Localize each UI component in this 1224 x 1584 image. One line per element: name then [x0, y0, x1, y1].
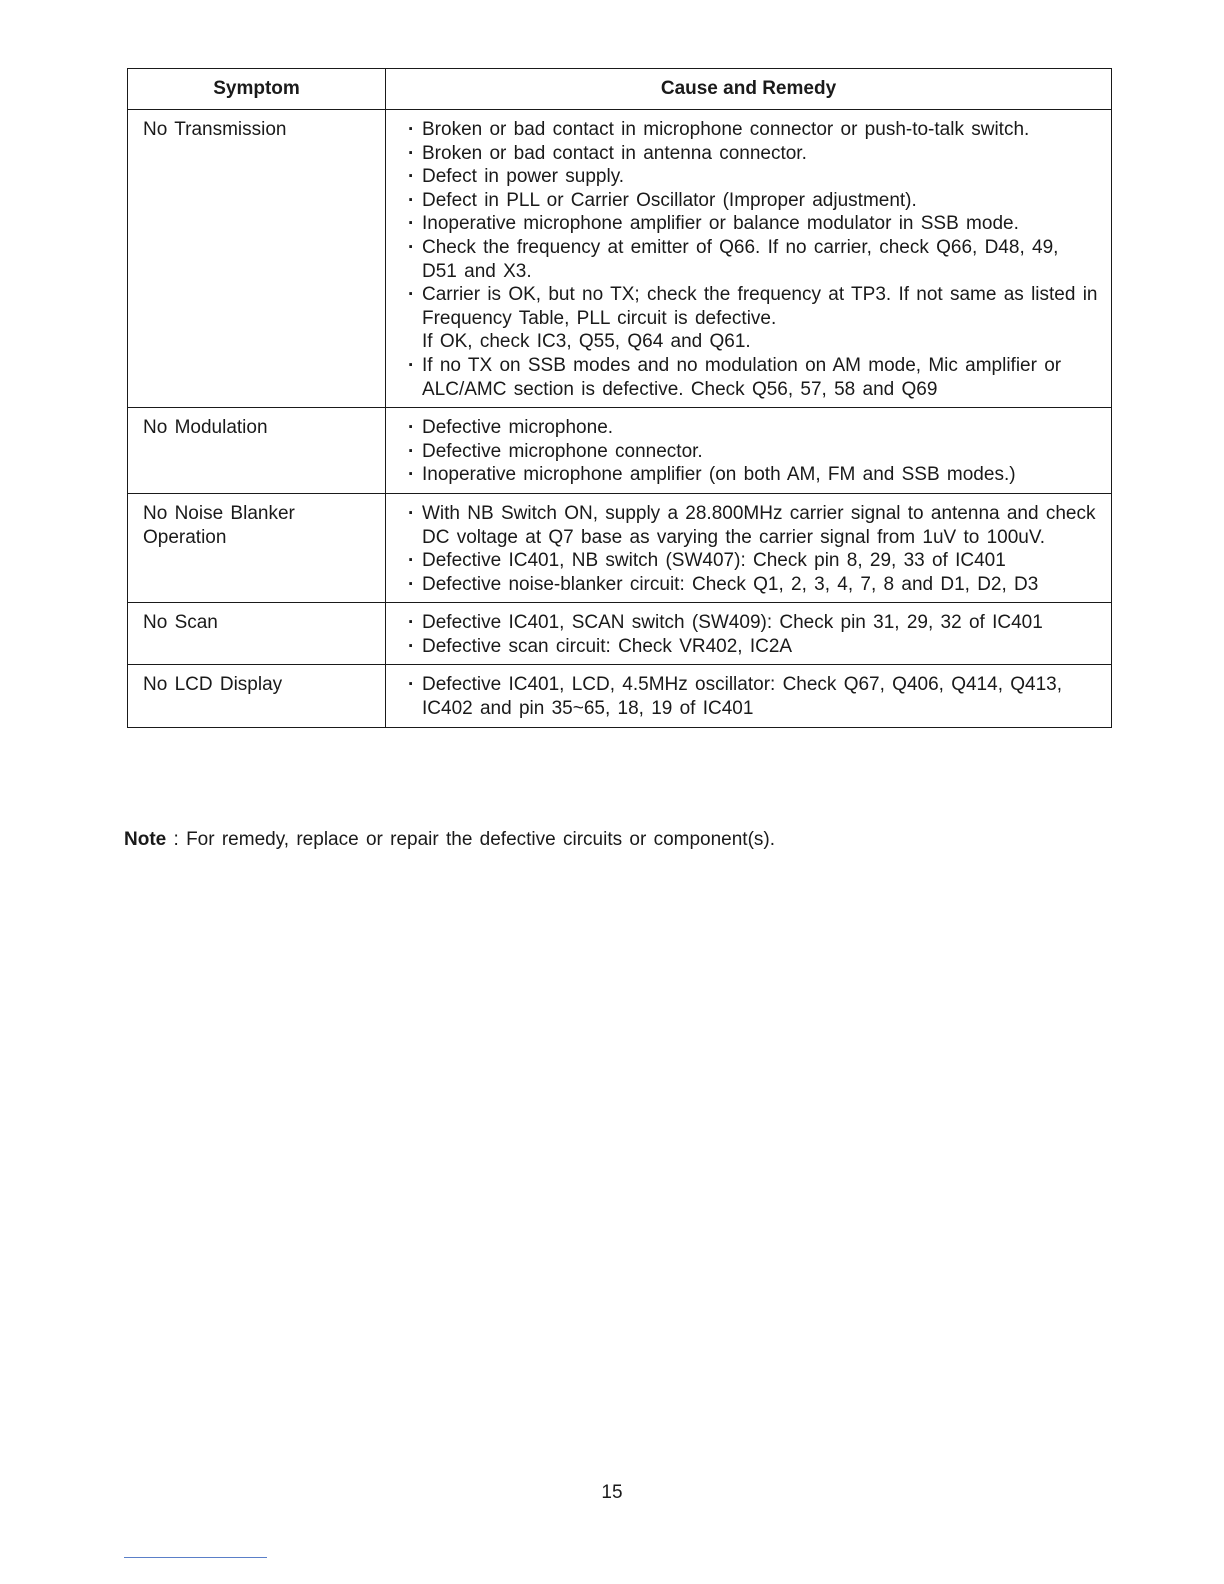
troubleshooting-sheet	[127, 68, 1111, 728]
remedy-item: · Defective microphone connector.	[408, 440, 1099, 464]
symptom-cell	[128, 110, 386, 408]
symptom-cell	[128, 408, 386, 494]
remedy-list	[408, 502, 1099, 596]
remedy-item: · Defective IC401, SCAN switch (SW409): Check pin 31, 29, 32 of IC401	[408, 611, 1099, 635]
remedy-list	[408, 354, 1099, 401]
remedy-item: · Broken or bad contact in antenna connector.	[408, 142, 1099, 166]
table-row	[128, 493, 1112, 602]
remedy-item: · Defective scan circuit: Check VR402, IC2A	[408, 635, 1099, 659]
table-row	[128, 110, 1112, 408]
troubleshooting-table	[127, 68, 1112, 728]
remedy-item: · Defect in power supply.	[408, 165, 1099, 189]
remedy-list	[408, 416, 1099, 487]
symptom-text: No Transmission	[143, 119, 287, 140]
page-number: 15	[601, 1482, 623, 1503]
table-header-row	[128, 69, 1112, 110]
remedy-list	[408, 673, 1099, 720]
remedy-list	[408, 118, 1099, 330]
symptom-text: Operation	[143, 526, 227, 548]
cause-cell	[386, 408, 1112, 494]
cause-cell	[386, 603, 1112, 665]
symptom-column-header: Symptom	[128, 69, 386, 110]
note-text: For remedy, replace or repair the defective circuits or component(s).	[186, 829, 776, 850]
remedy-item: · Check the frequency at emitter of Q66. If no carrier, check Q66, D48, 49, D51 and X3.	[408, 236, 1099, 283]
symptom-text: No Scan	[143, 612, 218, 634]
note-separator: :	[173, 829, 179, 850]
table-row	[128, 408, 1112, 494]
symptom-text: No Modulation	[143, 417, 268, 439]
table-row	[128, 603, 1112, 665]
remedy-item: · Defective microphone.	[408, 416, 1099, 440]
symptom-cell	[128, 665, 386, 727]
remedy-note	[124, 828, 775, 852]
symptom-text: No LCD Display	[143, 674, 283, 696]
remedy-item: · Carrier is OK, but no TX; check the frequency at TP3. If not same as listed in Frequency Table, PLL circuit is defective.	[408, 283, 1099, 330]
remedy-item: · Defective IC401, NB switch (SW407): Check pin 8, 29, 33 of IC401	[408, 549, 1099, 573]
table-row	[128, 665, 1112, 727]
cause-cell	[386, 493, 1112, 602]
symptom-cell	[128, 493, 386, 602]
remedy-continuation: If OK, check IC3, Q55, Q64 and Q61.	[422, 331, 751, 353]
remedy-item: · Defect in PLL or Carrier Oscillator (Improper adjustment).	[408, 189, 1099, 213]
cause-cell	[386, 110, 1112, 408]
footer-rule	[124, 1557, 267, 1558]
remedy-item: · Inoperative microphone amplifier (on both AM, FM and SSB modes.)	[408, 463, 1099, 487]
cause-column-header: Cause and Remedy	[386, 69, 1112, 110]
cause-cell	[386, 665, 1112, 727]
remedy-item: · With NB Switch ON, supply a 28.800MHz carrier signal to antenna and check DC voltage at Q7 base as varying the carrier signal from 1uV to 100uV.	[408, 502, 1099, 549]
remedy-item: · If no TX on SSB modes and no modulation on AM mode, Mic amplifier or ALC/AMC section is defective. Check Q56, 57, 58 and Q69	[408, 354, 1099, 401]
remedy-item: · Defective IC401, LCD, 4.5MHz oscillator: Check Q67, Q406, Q414, Q413, IC402 and pin 35~65, 18, 19 of IC401	[408, 673, 1099, 720]
note-label: Note	[124, 829, 167, 850]
symptom-text: No Noise Blanker	[143, 502, 295, 524]
remedy-item: · Defective noise-blanker circuit: Check Q1, 2, 3, 4, 7, 8 and D1, D2, D3	[408, 573, 1099, 597]
symptom-cell	[128, 603, 386, 665]
remedy-item: · Inoperative microphone amplifier or balance modulator in SSB mode.	[408, 212, 1099, 236]
remedy-item: · Broken or bad contact in microphone connector or push-to-talk switch.	[408, 118, 1099, 142]
remedy-list	[408, 611, 1099, 658]
